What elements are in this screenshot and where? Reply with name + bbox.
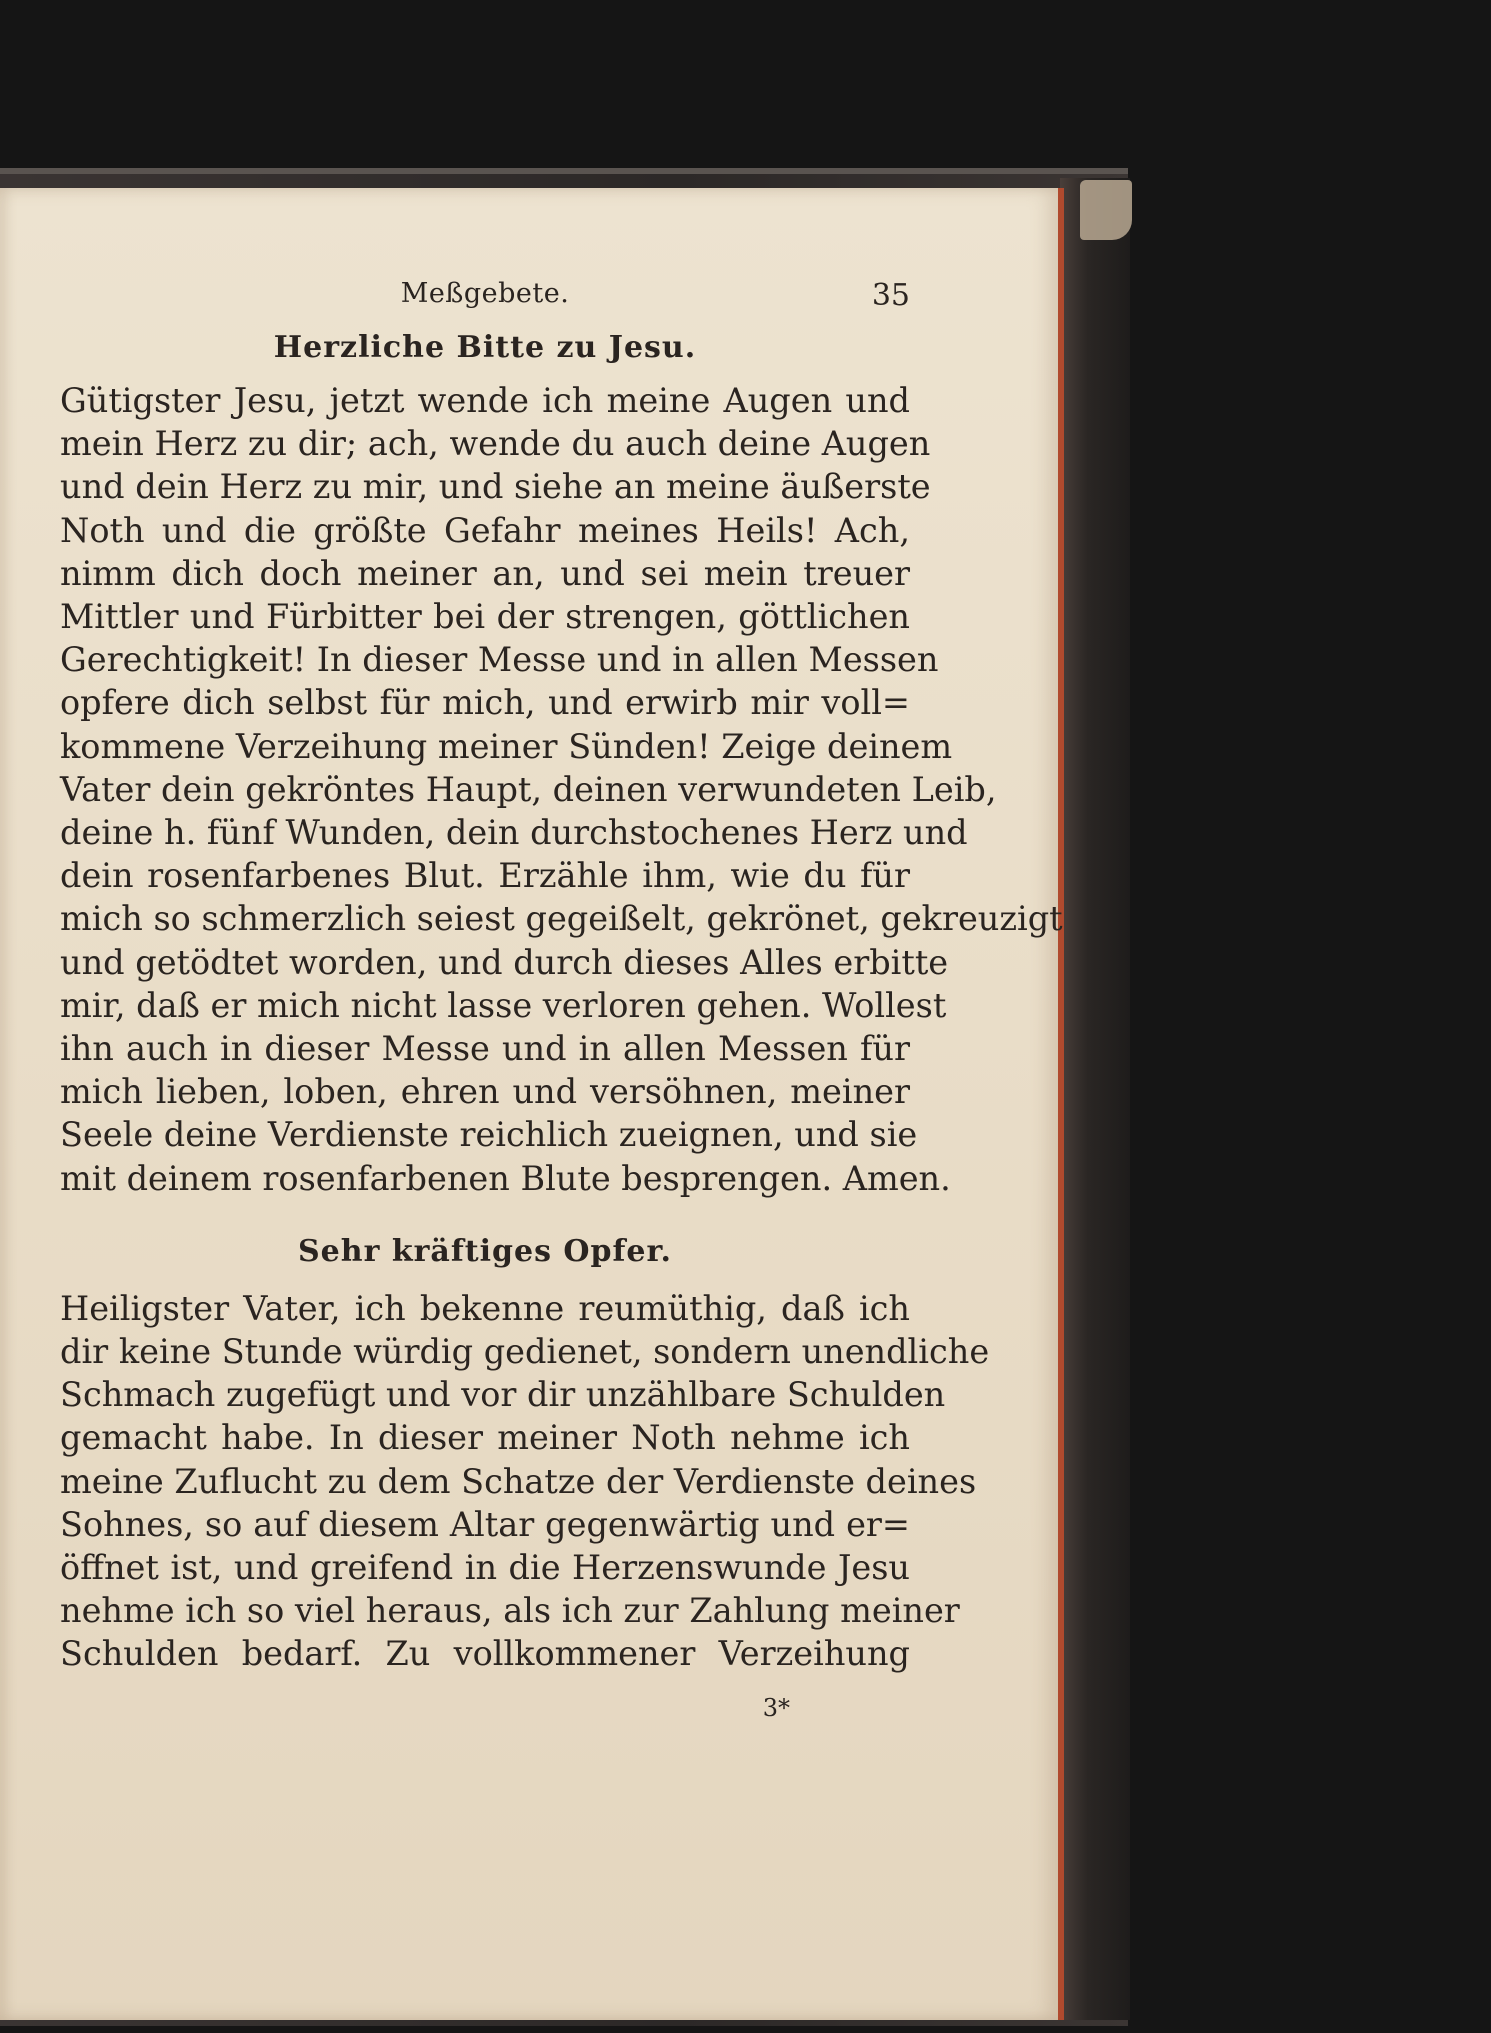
text-line: mich so schmerzlich seiest gegeißelt, gekrönet, gekreuzigt (60, 899, 1063, 939)
text-line: Heiligster Vater, ich bekenne reumüthig, daß ich (60, 1288, 910, 1328)
text-line: meine Zuflucht zu dem Schatze der Verdienste deines (60, 1461, 977, 1501)
signature-mark: 3* (762, 1693, 790, 1722)
worn-corner (1080, 180, 1132, 240)
text-line: nimm dich doch meiner an, und sei mein treuer (60, 553, 910, 593)
text-line: gemacht habe. In dieser meiner Noth nehme ich (60, 1418, 910, 1458)
paragraph-1 (60, 379, 1063, 1200)
text-line: Seele deine Verdienste reichlich zueignen, und sie (60, 1115, 918, 1155)
page-number: 35 (871, 278, 910, 313)
text-line: mein Herz zu dir; ach, wende du auch deine Augen (60, 424, 931, 464)
running-title: Meßgebete. (400, 278, 570, 309)
paragraph-2 (60, 1287, 990, 1676)
text-line: deine h. fünf Wunden, dein durchstochenes Herz und (60, 813, 968, 853)
text-line: Gütigster Jesu, jetzt wende ich meine Augen und (60, 381, 910, 420)
text-line: Sohnes, so auf diesem Altar gegenwärtig und er= (60, 1504, 910, 1544)
book-page (0, 188, 1064, 2020)
text-line: kommene Verzeihung meiner Sünden! Zeige deinem (60, 726, 953, 766)
text-line: dir keine Stunde würdig gedienet, sondern unendliche (60, 1332, 990, 1372)
text-line: Vater dein gekröntes Haupt, deinen verwundeten Leib, (60, 769, 997, 809)
section-heading-1: Herzliche Bitte zu Jesu. (273, 330, 697, 365)
text-line: Gerechtigkeit! In dieser Messe und in allen Messen (60, 640, 939, 680)
text-line: und dein Herz zu mir, und siehe an meine äußerste (60, 467, 931, 507)
text-line: mit deinem rosenfarbenen Blute besprengen. Amen. (60, 1158, 951, 1198)
book-spine (1060, 178, 1130, 2020)
text-line: Mittler und Fürbitter bei der strengen, göttlichen (60, 597, 910, 637)
text-line: Schmach zugefügt und vor dir unzählbare Schulden (60, 1375, 946, 1415)
running-head (60, 278, 910, 326)
text-line: dein rosenfarbenes Blut. Erzähle ihm, wie du für (60, 856, 910, 896)
text-line: und getödtet worden, und durch dieses Alles erbitte (60, 942, 949, 982)
text-line: nehme ich so viel heraus, als ich zur Zahlung meiner (60, 1591, 960, 1631)
text-line: Noth und die größte Gefahr meines Heils! Ach, (60, 510, 910, 550)
text-line: Schulden bedarf. Zu vollkommener Verzeihung (60, 1634, 910, 1674)
page-content (60, 278, 1063, 1722)
text-line: mich lieben, loben, ehren und versöhnen, meiner (60, 1072, 910, 1112)
text-line: öffnet ist, und greifend in die Herzenswunde Jesu (60, 1548, 910, 1588)
text-line: mir, daß er mich nicht lasse verloren gehen. Wollest (60, 985, 947, 1025)
section-heading-2: Sehr kräftiges Opfer. (298, 1233, 672, 1269)
text-line: ihn auch in dieser Messe und in allen Messen für (60, 1029, 910, 1069)
text-line: opfere dich selbst für mich, und erwirb mir voll= (60, 683, 910, 723)
